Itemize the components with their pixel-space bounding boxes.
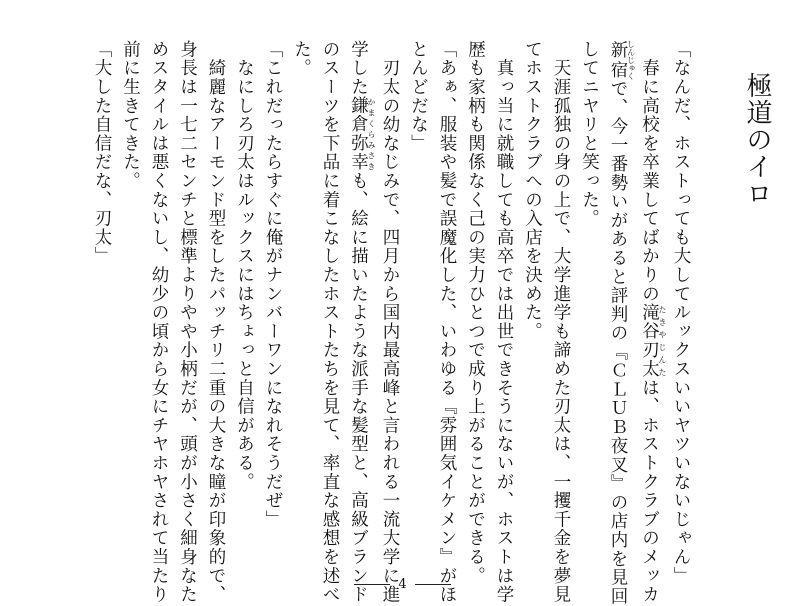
text-line: 新宿しんじゅくで、今一番勢いがあると評判の『ＣＬＵＢ夜叉』の店内を見回	[608, 40, 636, 606]
page-number	[330, 573, 475, 595]
body-text	[92, 40, 695, 606]
text-line: てホストクラブへの入店を決めた。	[522, 40, 543, 341]
text-line: 「これだったらすぐに俺がナンバーワンになれそうだぜ」	[263, 40, 283, 529]
text-line: 綺麗なアーモンド型をしたパッチリ二重の大きな瞳が印象的で、	[206, 40, 226, 604]
text-line: 刃太の幼なじみで、四月から国内最高峰と言われる一流大学に進	[380, 40, 400, 604]
text-line: 春に高校を卒業してばかりの滝谷刃太たきやじんたは、ホストクラブのメッカ	[639, 40, 667, 605]
text-line: 真っ当に就職しても高卒では出世できそうにないが、ホストは学	[494, 40, 514, 604]
page-number-text: 4	[398, 576, 407, 592]
text-line: してニヤリと笑った。	[579, 40, 600, 228]
text-line: 「なんだ、ホストっても大してルックスいいヤツいないじゃん」	[671, 40, 691, 586]
text-line: た。	[291, 40, 312, 78]
text-line: 天涯孤独の身の上で、大学進学も諦めた刃太は、一攫千金を夢見	[551, 40, 571, 604]
text-line: 歴も家柄も関係なく己の実力ひとつで成り上がることができる。	[465, 40, 486, 586]
text-line: 「あぁ、服装や髪で誤魔化した、いわゆる『雰囲気イケメン』がほ	[437, 40, 457, 604]
text-line: のスーツを下品に着こなしたホストたちを見て、率直な感想を述べ	[320, 40, 340, 604]
text-line: 前に生きてきた。	[120, 40, 141, 191]
folio-rule-right	[415, 584, 451, 585]
text-line: なにしろ刃太はルックスにはちょっと自信がある。	[234, 40, 255, 492]
text-line: 「大した自信だな、刃太」	[92, 40, 112, 266]
text-line: 身長は一七二センチと標準よりやや小柄だが、頭が小さく細身なた	[177, 40, 198, 604]
chapter-title: 極道のイロ	[742, 72, 772, 207]
text-line: めスタイルは悪くないし、幼少の頃から女にチヤホヤされて当たり	[149, 40, 169, 604]
folio-rule-left	[354, 584, 390, 585]
text-line: 学した鎌倉弥幸かまくらみさきも、絵に描いたような派手な髪型と、高級ブランド	[348, 40, 376, 605]
text-line: とんどだな」	[408, 40, 429, 153]
